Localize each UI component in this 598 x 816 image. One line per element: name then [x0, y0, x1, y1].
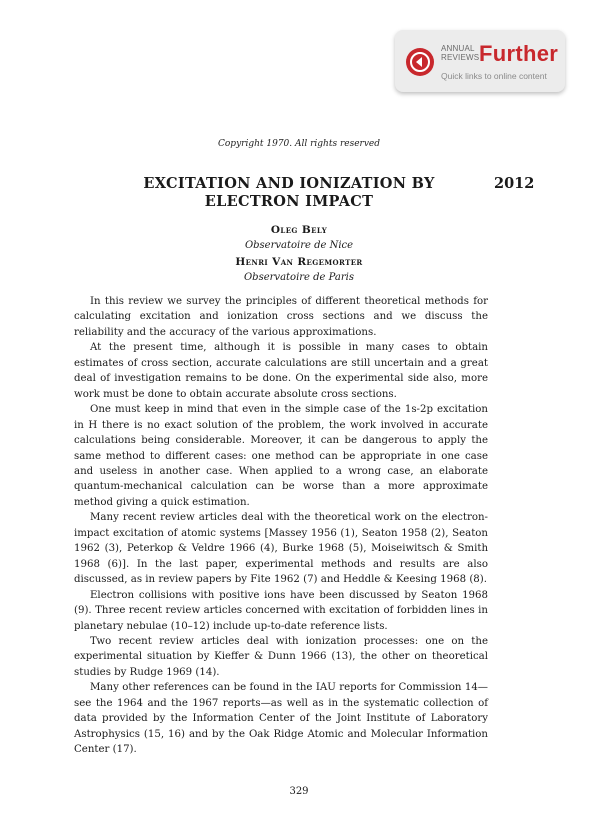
article-number: 2012: [494, 175, 535, 192]
paragraph: In this review we survey the principles of different theoretical methods for calculating excitation and ionization cross sections and we discuss the reliability and the accuracy of the various approximations.: [74, 296, 488, 338]
article-title: EXCITATION AND IONIZATION BY ELECTRON IMPACT: [143, 175, 435, 210]
badge-annual-reviews: ANNUAL REVIEWS: [441, 44, 480, 62]
author-affiliation: Observatoire de Paris: [243, 272, 354, 283]
paragraph: Electron collisions with positive ions have been discussed by Seaton 1968 (9). Three recent review articles concerned with excitation of forbidden lines in planetary nebulae (10–12) include up-to-date reference lists.: [74, 589, 488, 632]
arrow-circle-icon: [406, 48, 434, 76]
paragraph: Two recent review articles deal with ionization processes: one on the experimental situation by Kieffer & Dunn 1966 (13), the other on theoretical studies by Rudge 1969 (14).: [74, 635, 488, 678]
article-body: [74, 294, 488, 758]
paragraph: Many recent review articles deal with the theoretical work on the electron-impact excitation of atomic systems [Massey 1956 (1), Seaton 1958 (2), Seaton 1962 (3), Peterkop & Veldre 1966 (4), Burke 1968 (5), Moiseiwitsch & Smith 1968 (6)]. In the last paper, experimental methods and results are also discussed, as in review papers by Fite 1962 (7) and Heddle & Keesing 1968 (8).: [74, 512, 488, 586]
badge-subtitle: Quick links to online content: [441, 71, 547, 81]
paragraph: At the present time, although it is possible in many cases to obtain estimates of cross section, accurate calculations are still uncertain and a great deal of investigation remains to be done. On the experimental side also, more work must be done to obtain accurate absolute cross sections.: [74, 342, 488, 400]
author-name: Oleg Bely: [270, 224, 328, 236]
badge-further-label: Further: [479, 41, 559, 66]
paragraph: One must keep in mind that even in the simple case of the 1s-2p excitation in H there is no exact solution of the problem, the work involved in accurate calculations being considerable. Moreover, it can be dangerous to apply the same method to different cases: one method can be appropriate in one case and useless in another case. When applied to a wrong case, an elaborate quantum-mechanical calculation can be worse than a more approximate method giving a quick estimation.: [74, 404, 488, 508]
author-affiliation: Observatoire de Nice: [244, 240, 354, 251]
paragraph: Many other references can be found in the IAU reports for Commission 14—see the 1964 and the 1967 reports—as well as in the systematic collection of data provided by the Information Center of the Joint Institute of Laboratory Astrophysics (15, 16) and by the Oak Ridge Atomic and Molecular Information Center (17).: [74, 682, 488, 756]
further-badge[interactable]: [395, 30, 565, 92]
author-name: Henri Van Regemorter: [235, 256, 363, 268]
page-number: 329: [289, 786, 309, 797]
copyright-notice: Copyright 1970. All rights reserved: [218, 139, 380, 149]
